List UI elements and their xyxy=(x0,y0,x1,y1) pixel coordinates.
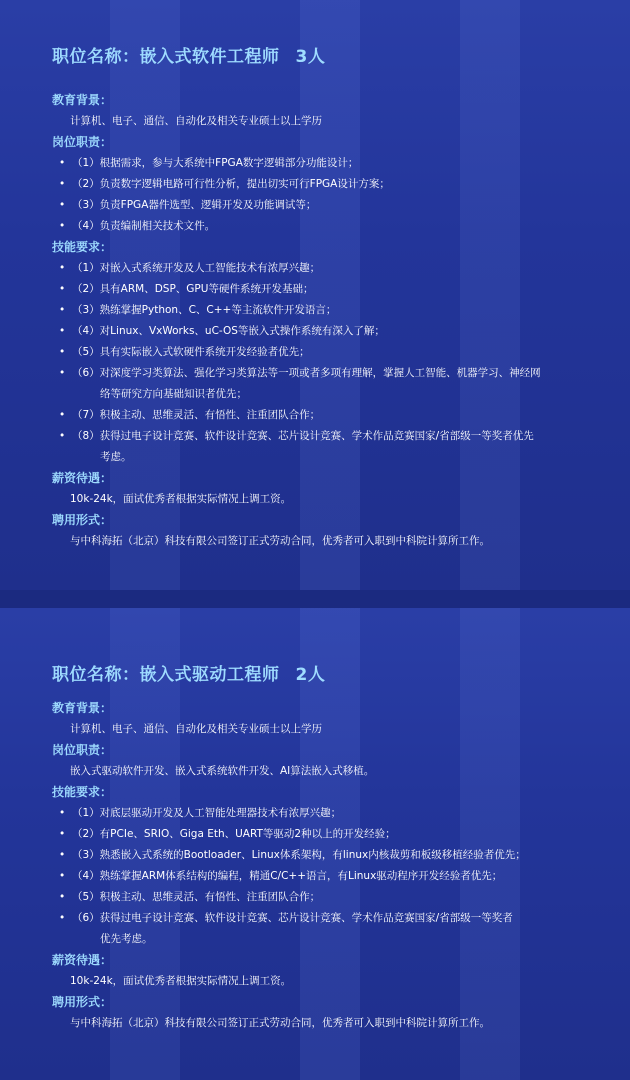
job-details xyxy=(52,698,612,1034)
duties-list xyxy=(52,153,612,237)
education-text: 计算机、电子、通信、自动化及相关专业硕士以上学历 xyxy=(70,115,322,127)
list-item: • （2）具有ARM、DSP、GPU等硬件系统开发基础； xyxy=(52,279,612,300)
headcount: 3人 xyxy=(295,47,326,67)
section-divider xyxy=(0,590,630,608)
employment-text: 与中科海拓（北京）科技有限公司签订正式劳动合同，优秀者可入职到中科院计算所工作。 xyxy=(70,1017,490,1029)
salary-text: 10k-24k，面试优秀者根据实际情况上调工资。 xyxy=(70,493,292,505)
list-item: • （8）获得过电子设计竞赛、软件设计竞赛、芯片设计竞赛、学术作品竞赛国家/省部级一等奖者优先 考虑。 xyxy=(52,426,612,468)
list-item: • （4）负责编制相关技术文件。 xyxy=(52,216,612,237)
education-heading: 教育背景： xyxy=(52,93,113,107)
list-item: • （3）负责FPGA器件选型、逻辑开发及功能调试等； xyxy=(52,195,612,216)
job-card-embedded-driver xyxy=(0,608,630,1080)
list-item: • （5）具有实际嵌入式软硬件系统开发经验者优先； xyxy=(52,342,612,363)
job-title xyxy=(52,42,325,67)
job-title xyxy=(52,660,325,685)
skills-list xyxy=(52,258,612,468)
list-item: • （2）有PCIe、SRIO、Giga Eth、UART等驱动2种以上的开发经验； xyxy=(52,824,612,845)
employment-heading: 聘用形式： xyxy=(52,513,113,527)
list-item: • （1）对嵌入式系统开发及人工智能技术有浓厚兴趣； xyxy=(52,258,612,279)
list-item: • （5）积极主动、思维灵活、有悟性、注重团队合作； xyxy=(52,887,612,908)
salary-text: 10k-24k，面试优秀者根据实际情况上调工资。 xyxy=(70,975,292,987)
headcount: 2人 xyxy=(295,665,326,685)
skills-list xyxy=(52,803,612,950)
duties-heading: 岗位职责： xyxy=(52,135,113,149)
salary-heading: 薪资待遇： xyxy=(52,471,113,485)
skills-heading: 技能要求： xyxy=(52,785,113,799)
list-item: • （4）对Linux、VxWorks、uC-OS等嵌入式操作系统有深入了解； xyxy=(52,321,612,342)
list-item: • （6）对深度学习类算法、强化学习类算法等一项或者多项有理解，掌握人工智能、机器学习、神经网 络等研究方向基础知识者优先； xyxy=(52,363,612,405)
education-text: 计算机、电子、通信、自动化及相关专业硕士以上学历 xyxy=(70,723,322,735)
list-item: • （1）对底层驱动开发及人工智能处理器技术有浓厚兴趣； xyxy=(52,803,612,824)
list-item: • （1）根据需求，参与大系统中FPGA数字逻辑部分功能设计； xyxy=(52,153,612,174)
list-item: • （2）负责数字逻辑电路可行性分析，提出切实可行FPGA设计方案； xyxy=(52,174,612,195)
list-item: • （4）熟练掌握ARM体系结构的编程，精通C/C++语言，有Linux驱动程序开发经验者优先； xyxy=(52,866,612,887)
job-title-text: 职位名称：嵌入式驱动工程师 xyxy=(52,665,280,685)
education-heading: 教育背景： xyxy=(52,701,113,715)
list-item: • （6）获得过电子设计竞赛、软件设计竞赛、芯片设计竞赛、学术作品竞赛国家/省部级一等奖者 优先考虑。 xyxy=(52,908,612,950)
duties-text: 嵌入式驱动软件开发、嵌入式系统软件开发、AI算法嵌入式移植。 xyxy=(70,765,375,777)
employment-text: 与中科海拓（北京）科技有限公司签订正式劳动合同，优秀者可入职到中科院计算所工作。 xyxy=(70,535,490,547)
salary-heading: 薪资待遇： xyxy=(52,953,113,967)
list-item: • （7）积极主动、思维灵活、有悟性、注重团队合作； xyxy=(52,405,612,426)
skills-heading: 技能要求： xyxy=(52,240,113,254)
employment-heading: 聘用形式： xyxy=(52,995,113,1009)
duties-heading: 岗位职责： xyxy=(52,743,113,757)
job-details xyxy=(52,90,612,552)
list-item: • （3）熟练掌握Python、C、C++等主流软件开发语言； xyxy=(52,300,612,321)
job-title-text: 职位名称：嵌入式软件工程师 xyxy=(52,47,280,67)
list-item: • （3）熟悉嵌入式系统的Bootloader、Linux体系架构，有linux内核裁剪和板级移植经验者优先； xyxy=(52,845,612,866)
